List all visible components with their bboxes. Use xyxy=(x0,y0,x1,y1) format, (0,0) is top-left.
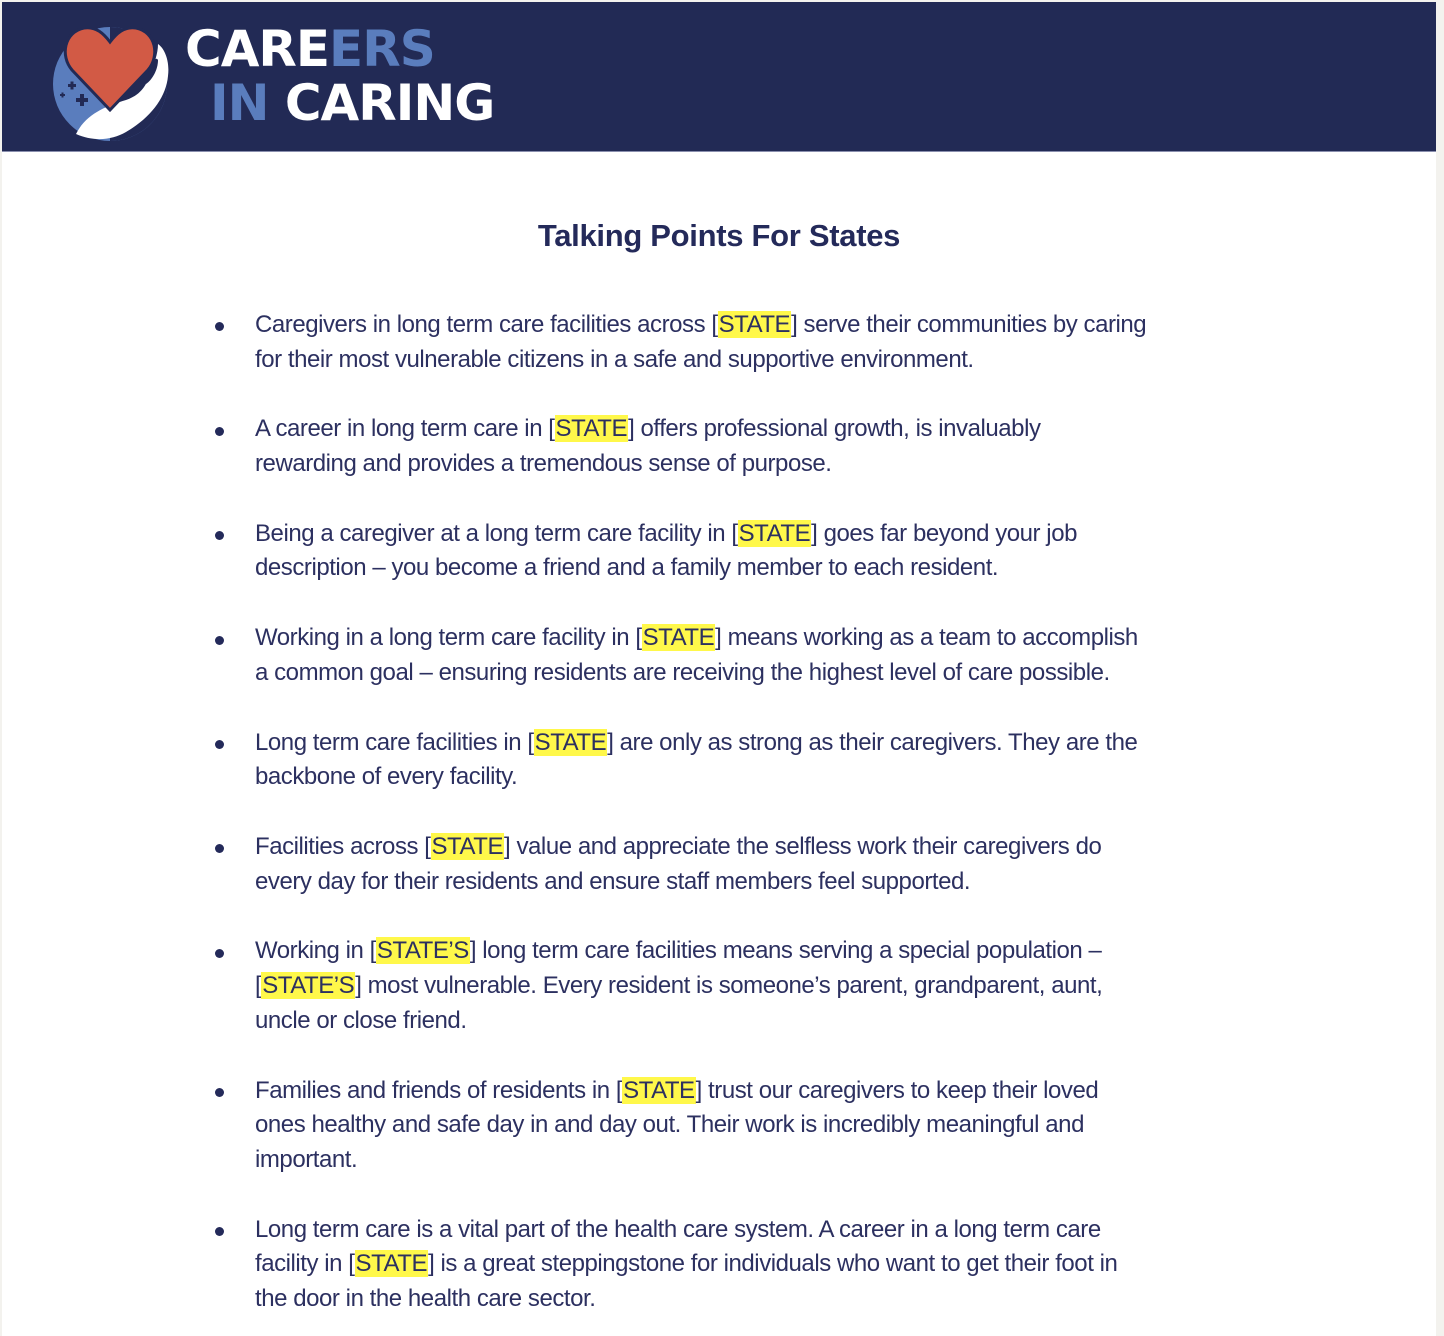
text-segment: backbone of every facility. xyxy=(255,763,518,791)
text-line xyxy=(255,551,1275,586)
text-segment: Caregivers in long term care facilities across [ xyxy=(255,311,718,338)
talking-point-text xyxy=(255,517,1275,586)
text-line xyxy=(255,1108,1275,1143)
text-segment: every day for their residents and ensure staff members feel supported. xyxy=(255,867,971,895)
text-segment: ] serve their communities by caring xyxy=(791,311,1147,338)
bullet-icon xyxy=(215,949,224,958)
text-line xyxy=(255,308,1275,343)
talking-point-text xyxy=(255,934,1275,1038)
text-line xyxy=(255,934,1275,969)
talking-point-text xyxy=(255,1074,1275,1178)
logo-caring-text: CARING xyxy=(268,74,495,132)
state-placeholder-highlight: STATE xyxy=(623,1076,695,1104)
text-line xyxy=(255,865,1275,900)
state-placeholder-highlight: STATE’S xyxy=(262,972,355,1000)
text-segment: ones healthy and safe day in and day out. Their work is incredibly meaningful and xyxy=(255,1111,1084,1139)
text-line xyxy=(255,447,1275,482)
bullet-icon xyxy=(215,1088,224,1097)
text-segment: a common goal – ensuring residents are receiving the highest level of care possible. xyxy=(255,658,1110,686)
careers-in-caring-logo-text xyxy=(185,20,495,132)
text-line xyxy=(255,517,1275,552)
text-segment: Long term care is a vital part of the health care system. A career in a long term care xyxy=(255,1215,1101,1243)
text-segment: A career in long term care in [ xyxy=(255,415,555,443)
talking-point-text xyxy=(255,621,1275,690)
text-line xyxy=(255,621,1275,656)
text-segment: ] means working as a team to accomplish xyxy=(715,624,1138,652)
text-line xyxy=(255,1004,1275,1039)
logo-line-2 xyxy=(210,74,495,132)
text-segment: Working in [ xyxy=(255,937,376,965)
state-placeholder-highlight: STATE’S xyxy=(376,937,469,965)
text-segment: for their most vulnerable citizens in a safe and supportive environment. xyxy=(255,345,974,373)
text-segment: important. xyxy=(255,1145,358,1173)
text-segment: Long term care facilities in [ xyxy=(255,728,534,756)
state-placeholder-highlight: STATE xyxy=(718,311,791,338)
state-placeholder-highlight: STATE xyxy=(431,833,504,860)
bullet-icon xyxy=(215,636,224,645)
state-placeholder-highlight: STATE xyxy=(738,519,811,547)
talking-point-text xyxy=(255,308,1275,377)
text-line xyxy=(255,1213,1275,1248)
text-segment: the door in the health care sector. xyxy=(255,1284,596,1312)
text-segment: ] goes far beyond your job xyxy=(811,519,1077,547)
bullet-icon xyxy=(215,740,224,749)
text-segment: Being a caregiver at a long term care facility in [ xyxy=(255,519,738,547)
text-line xyxy=(255,1282,1275,1317)
header-banner xyxy=(2,2,1436,152)
talking-point-text xyxy=(255,1213,1275,1317)
bullet-icon xyxy=(215,427,224,436)
talking-point-text xyxy=(255,412,1275,481)
text-line xyxy=(255,760,1275,795)
text-segment: rewarding and provides a tremendous sense of purpose. xyxy=(255,450,832,478)
text-segment: ] is a great steppingstone for individuals who want to get their foot in xyxy=(428,1250,1118,1278)
text-line xyxy=(255,656,1275,691)
text-line xyxy=(255,969,1275,1004)
bullet-icon xyxy=(215,844,224,853)
text-line xyxy=(255,343,1275,378)
bullet-icon xyxy=(215,1227,224,1236)
text-line xyxy=(255,830,1275,865)
text-segment: [ xyxy=(255,972,262,1000)
logo-line-1 xyxy=(185,20,494,78)
document-title: Talking Points For States xyxy=(537,218,901,253)
text-line xyxy=(255,1247,1275,1282)
text-segment: Working in a long term care facility in [ xyxy=(255,624,642,652)
state-placeholder-highlight: STATE xyxy=(642,624,715,652)
text-line xyxy=(255,412,1275,447)
text-segment: facility in [ xyxy=(255,1250,355,1278)
state-placeholder-highlight: STATE xyxy=(555,415,628,443)
heart-hand-logo-icon xyxy=(46,14,178,142)
logo-care-text: CARE xyxy=(185,20,330,78)
bullet-icon xyxy=(215,322,224,331)
text-segment: ] offers professional growth, is invaluably xyxy=(628,415,1041,443)
text-segment: Facilities across [ xyxy=(255,833,431,860)
text-segment: description – you become a friend and a family member to each resident. xyxy=(255,554,999,582)
state-placeholder-highlight: STATE xyxy=(355,1250,428,1278)
text-segment: ] most vulnerable. Every resident is someone’s parent, grandparent, aunt, xyxy=(355,972,1103,1000)
text-line xyxy=(255,726,1275,761)
text-line xyxy=(255,1143,1275,1178)
text-segment: ] are only as strong as their caregivers. They are the xyxy=(607,728,1138,756)
text-line xyxy=(255,1074,1275,1109)
text-segment: Families and friends of residents in [ xyxy=(255,1076,623,1104)
text-segment: ] long term care facilities means serving a special population – xyxy=(469,937,1102,965)
logo-in-text: IN xyxy=(210,74,269,132)
text-segment: ] value and appreciate the selfless work their caregivers do xyxy=(504,833,1102,860)
logo-ers-text: ERS xyxy=(329,20,435,78)
state-placeholder-highlight: STATE xyxy=(534,728,607,756)
talking-point-text xyxy=(255,830,1275,899)
document-page xyxy=(2,2,1436,1336)
text-segment: uncle or close friend. xyxy=(255,1006,467,1034)
bullet-icon xyxy=(215,531,224,540)
talking-point-text xyxy=(255,726,1275,795)
text-segment: ] trust our caregivers to keep their loved xyxy=(695,1076,1099,1104)
